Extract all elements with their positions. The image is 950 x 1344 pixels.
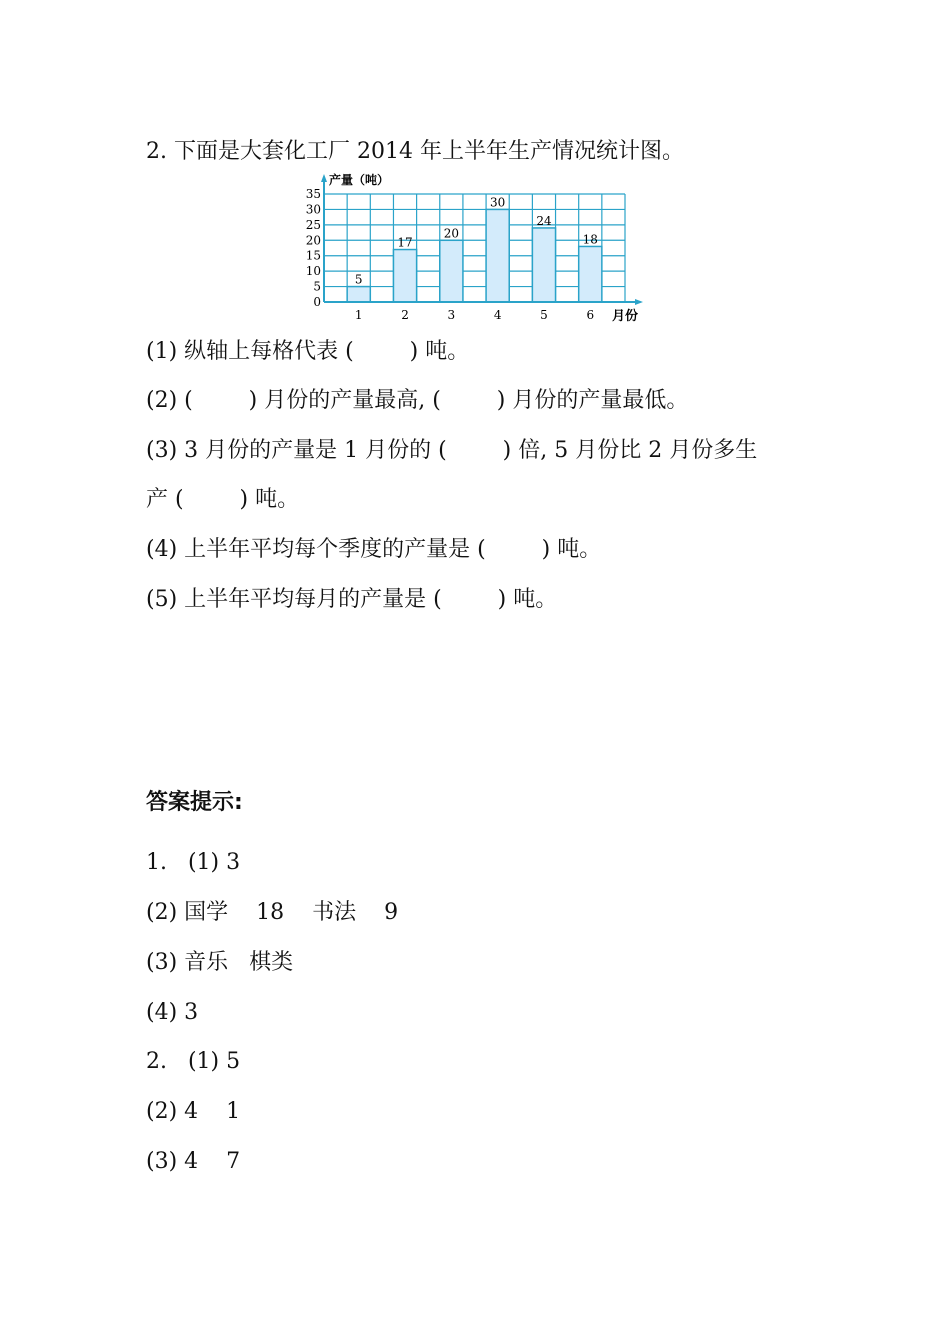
bar: [393, 250, 416, 302]
answer-line-3: (3) 音乐 棋类: [146, 950, 294, 975]
bar-value-label: 30: [490, 195, 506, 210]
answer-line-6: (2) 4 1: [146, 1099, 241, 1124]
bar: [486, 209, 509, 302]
bar: [347, 287, 370, 302]
answer-line-2: (2) 国学 18 书法 9: [146, 900, 399, 925]
x-axis-label: 月份: [612, 309, 639, 324]
x-tick-label: 5: [540, 308, 548, 322]
y-axis-label: 产量（吨）: [329, 173, 390, 187]
bar: [532, 228, 555, 302]
bar-value-label: 24: [536, 213, 552, 228]
answer-line-5: 2. (1) 5: [146, 1049, 241, 1074]
question-item-2: (2) ( ) 月份的产量最高, ( ) 月份的产量最低。: [146, 388, 689, 413]
y-tick-label: 15: [305, 248, 321, 263]
x-tick-label: 2: [401, 308, 409, 322]
answer-line-1: 1. (1) 3: [146, 850, 241, 875]
answers-heading: 答案提示:: [146, 790, 243, 815]
x-axis-arrow: [635, 299, 643, 305]
y-axis-arrow: [321, 174, 327, 182]
answer-line-4: (4) 3: [146, 1000, 199, 1025]
bar-value-label: 20: [443, 226, 459, 241]
bar-chart: [300, 172, 650, 327]
y-tick-label: 0: [313, 295, 321, 309]
bar: [440, 240, 463, 302]
question-item-1: (1) 纵轴上每格代表 ( ) 吨。: [146, 339, 470, 364]
bar-value-label: 17: [397, 235, 413, 250]
question-item-3: (3) 3 月份的产量是 1 月份的 ( ) 倍, 5 月份比 2 月份多生: [146, 438, 758, 463]
y-tick-label: 30: [305, 202, 321, 217]
x-tick-label: 1: [354, 308, 363, 322]
question-item-5: (5) 上半年平均每月的产量是 ( ) 吨。: [146, 587, 558, 612]
y-tick-label: 35: [305, 187, 321, 201]
question-item-4: (4) 上半年平均每个季度的产量是 ( ) 吨。: [146, 537, 602, 562]
question-title: 2. 下面是大套化工厂 2014 年上半年生产情况统计图。: [146, 139, 684, 164]
bar-value-label: 18: [582, 232, 598, 247]
y-tick-label: 5: [313, 279, 321, 294]
y-tick-label: 10: [305, 264, 321, 279]
x-tick-label: 6: [586, 308, 595, 322]
x-tick-label: 4: [493, 308, 502, 322]
question-item-3-cont: 产 ( ) 吨。: [146, 487, 300, 512]
x-tick-label: 3: [447, 308, 456, 322]
y-tick-label: 20: [305, 233, 321, 248]
bar: [579, 246, 602, 302]
answer-line-7: (3) 4 7: [146, 1149, 241, 1174]
bar-value-label: 5: [354, 272, 363, 287]
y-tick-label: 25: [305, 217, 321, 232]
